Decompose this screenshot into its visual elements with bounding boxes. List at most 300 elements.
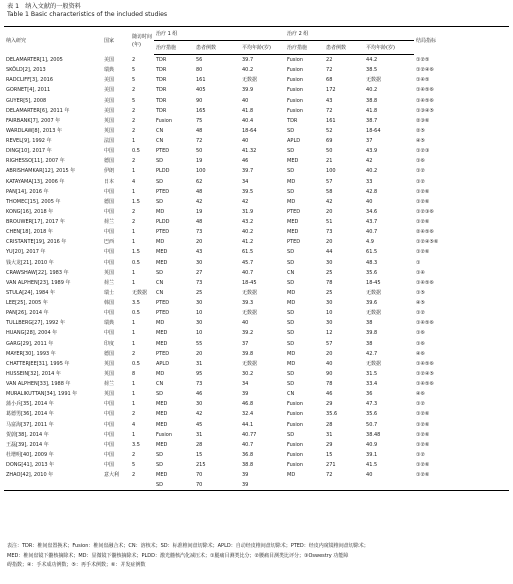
study-cell: SKÖLD[2], 2013	[6, 67, 46, 74]
study-cell: DELAMARTER[1], 2005	[6, 56, 63, 63]
study-cell: PAN[14], 2016 年	[6, 188, 49, 195]
g1-n-cell: 27	[196, 269, 203, 276]
g2-n-cell: 28	[326, 421, 333, 428]
g2-n-cell: 57	[326, 178, 333, 185]
g1-measure-cell: PTED	[156, 188, 170, 195]
study-cell: DELAMARTER[6], 2011 年	[6, 107, 70, 114]
g1-age-cell: 41.2	[242, 239, 254, 246]
g2-n-cell: 69	[326, 138, 333, 145]
g2-measure-cell: SD	[287, 320, 295, 327]
followup-cell: 0.5	[132, 360, 140, 367]
g2-age-cell: 47.3	[366, 401, 378, 408]
g1-measure-cell: SD	[156, 158, 164, 165]
outcome-cell: ①②④⑥	[416, 67, 434, 74]
g1-n-cell: 56	[196, 57, 203, 64]
table-row	[4, 75, 509, 85]
g2-n-cell: 21	[326, 158, 333, 165]
followup-cell: 2	[132, 208, 136, 215]
g2-age-cell: 61.5	[366, 249, 378, 256]
outcome-cell: ①④⑤⑥	[416, 381, 434, 388]
g1-measure-cell: MED	[156, 340, 168, 347]
g2-age-cell: 40.9	[366, 441, 378, 448]
country-cell: 美国	[104, 87, 115, 94]
g1-measure-cell: Fusion	[156, 431, 172, 438]
table-row	[4, 359, 509, 369]
g1-measure-cell: MED	[156, 330, 168, 337]
study-cell: REVEL[9], 1992 年	[6, 138, 52, 145]
g1-measure-cell: CN	[156, 381, 164, 388]
g1-measure-cell: TDR	[156, 97, 167, 104]
country-cell: 英国	[104, 360, 115, 367]
header-group2: 治疗 2 组	[285, 27, 414, 41]
followup-cell: 5	[132, 67, 136, 74]
followup-cell: 2	[132, 127, 136, 134]
g2-age-cell: 38.7	[366, 117, 378, 124]
g1-age-cell: 39.5	[242, 188, 254, 195]
characteristics-table	[4, 26, 509, 491]
g2-age-cell: 31.5	[366, 370, 378, 377]
g1-measure-cell: PLDD	[156, 219, 170, 226]
g2-age-cell: 33	[366, 178, 373, 185]
g2-age-cell: 40	[366, 198, 373, 205]
g1-measure-cell: CN	[156, 127, 164, 134]
g1-n-cell: 161	[196, 77, 206, 84]
table-row	[4, 318, 509, 328]
table-row	[4, 288, 509, 298]
followup-cell: 1	[132, 391, 136, 398]
country-cell: 日本	[104, 178, 115, 185]
g2-n-cell: 30	[326, 300, 333, 307]
country-cell: 伊朗	[104, 168, 115, 175]
table-row	[4, 328, 509, 338]
table-row	[4, 450, 509, 460]
g2-n-cell: 29	[326, 401, 333, 408]
study-cell: HUANG[28], 2004 年	[6, 330, 58, 337]
g1-age-cell: 44.1	[242, 421, 254, 428]
g2-n-cell: 172	[326, 87, 336, 94]
g2-n-cell: 46	[326, 391, 333, 398]
g1-age-cell: 43.2	[242, 219, 254, 226]
g1-n-cell: 75	[196, 117, 203, 124]
g1-age-cell: 30.2	[242, 370, 254, 377]
country-cell: 瑞士	[104, 289, 115, 296]
g2-measure-cell: MD	[287, 178, 296, 185]
outcome-cell: ①②⑥	[416, 198, 430, 205]
g1-n-cell: 73	[196, 381, 203, 388]
g1-n-cell: 62	[196, 178, 203, 185]
g1-age-cell: 40.7	[242, 441, 254, 448]
g1-measure-cell: MED	[156, 259, 168, 266]
g1-measure-cell: MED	[156, 421, 168, 428]
outcome-cell: ①②⑥	[416, 219, 430, 226]
g2-age-cell: 18-64	[366, 127, 381, 134]
g1-age-cell: 46	[242, 158, 249, 165]
study-cell: RIGHESSO[11], 2007 年	[6, 158, 65, 165]
country-cell: 中国	[104, 411, 115, 418]
g2-age-cell: 38.8	[366, 97, 378, 104]
g2-measure-cell: SD	[287, 148, 295, 155]
g2-age-cell: 40.2	[366, 168, 378, 175]
g2-n-cell: 40	[326, 360, 333, 367]
country-cell: 中国	[104, 330, 115, 337]
g2-measure-cell: MD	[287, 350, 296, 357]
g2-age-cell: 36	[366, 391, 373, 398]
country-cell: 美国	[104, 97, 115, 104]
g1-measure-cell: MD	[156, 239, 165, 246]
table-row	[4, 480, 509, 491]
g1-age-cell: 40.77	[242, 431, 257, 438]
g1-age-cell: 38.8	[242, 462, 254, 469]
outcome-cell: ①④⑤⑥	[416, 97, 434, 104]
g2-age-cell: 40.7	[366, 229, 378, 236]
table-row	[4, 126, 509, 136]
table-row	[4, 339, 509, 349]
table-row	[4, 227, 509, 237]
g1-age-cell: 40	[242, 320, 249, 327]
country-cell: 中国	[104, 229, 115, 236]
country-cell: 英国	[104, 127, 115, 134]
table-row	[4, 247, 509, 257]
g2-n-cell: 78	[326, 381, 333, 388]
country-cell: 中国	[104, 310, 115, 317]
g1-measure-cell: SD	[156, 269, 164, 276]
outcome-cell	[414, 480, 509, 491]
header-g2-n: 患者例数	[324, 41, 364, 55]
g2-measure-cell: SD	[287, 340, 295, 347]
table-row	[4, 298, 509, 308]
g1-measure-cell: PTED	[156, 300, 170, 307]
g1-age-cell: 39	[240, 480, 285, 491]
g1-n-cell: 31	[196, 360, 203, 367]
g1-n-cell: 28	[196, 441, 203, 448]
g1-age-cell: 39.7	[242, 57, 254, 64]
g1-age-cell: 39	[242, 472, 249, 479]
g2-measure-cell: SD	[287, 310, 295, 317]
g1-measure-cell: SD	[156, 462, 164, 469]
g2-measure-cell: Fusion	[287, 97, 304, 104]
g2-age-cell: 38	[366, 320, 373, 327]
country-cell: 荷兰	[104, 279, 115, 286]
g2-n-cell: 20	[326, 239, 333, 246]
g1-measure-cell: TDR	[156, 57, 167, 64]
g1-measure-cell: TDR	[156, 107, 167, 114]
table-row	[4, 409, 509, 419]
table-row	[4, 399, 509, 409]
g1-age-cell: 36.8	[242, 451, 254, 458]
outcome-cell: ①②④⑤	[416, 370, 434, 377]
g1-measure-cell: MED	[156, 401, 168, 408]
g1-measure-cell: PLDD	[156, 168, 170, 175]
g2-measure-cell: SD	[287, 188, 295, 195]
g2-measure-cell: Fusion	[287, 411, 304, 418]
g1-age-cell: 18-64	[242, 127, 257, 134]
g2-n-cell: 43	[326, 97, 333, 104]
outcome-cell: ①④⑤⑥	[416, 279, 434, 286]
g2-age-cell: 33.4	[366, 381, 378, 388]
g2-age-cell: 34.6	[366, 208, 378, 215]
g2-n-cell: 30	[326, 320, 333, 327]
g1-measure-cell: Fusion	[156, 117, 172, 124]
country-cell: 瑞典	[104, 67, 115, 74]
followup-cell: 2	[132, 219, 136, 226]
table-row	[4, 349, 509, 359]
table-row	[4, 106, 509, 116]
g1-measure-cell: MD	[156, 208, 165, 215]
g2-n-cell: 78	[326, 279, 333, 286]
country-cell	[102, 480, 130, 491]
country-cell: 印度	[104, 340, 115, 347]
note-line: 碍指数；④：手术成功例数；⑤：再手术例数；⑥：并发症例数	[7, 562, 146, 568]
g2-n-cell: 20	[326, 350, 333, 357]
g1-measure-cell: PTED	[156, 229, 170, 236]
study-cell: HUSSEIN[32], 2014 年	[6, 370, 61, 377]
g1-n-cell: 72	[196, 138, 203, 145]
note-line: 表注：TDR：椎间盘置换术；Fusion：椎间盘融合术；CN：溶核术；SD：标准椎间盘切除术；APLD：自动经皮椎间盘切除术；PTED：经皮内窥镜椎间盘切除术；	[7, 543, 369, 549]
followup-cell: 3.5	[132, 441, 140, 448]
followup-cell: 1	[132, 269, 136, 276]
g1-age-cell: 41.32	[242, 148, 257, 155]
g1-n-cell: 70	[194, 480, 240, 491]
g1-age-cell: 39.9	[242, 87, 254, 94]
table-row	[4, 268, 509, 278]
g2-n-cell: 35.6	[326, 411, 338, 418]
g1-n-cell: 20	[196, 350, 203, 357]
study-cell: WARDLAW[8], 2013 年	[6, 127, 62, 134]
followup-cell	[130, 480, 154, 491]
country-cell: 德国	[104, 350, 115, 357]
g1-n-cell: 31	[196, 431, 203, 438]
g2-measure-cell: MD	[287, 300, 296, 307]
table-row	[4, 470, 509, 480]
g1-n-cell: 100	[196, 168, 206, 175]
g2-age-cell: 35.6	[366, 411, 378, 418]
country-cell: 法国	[104, 138, 115, 145]
study-cell: MURALIKUTTAN[34], 1991 年	[6, 391, 78, 398]
study-cell: KATAYAMA[13], 2006 年	[6, 178, 65, 185]
g1-measure-cell: SD	[156, 198, 164, 205]
g1-age-cell: 41.8	[242, 107, 254, 114]
g1-n-cell: 50	[196, 148, 203, 155]
g2-n-cell: 20	[326, 208, 333, 215]
g2-n-cell: 29	[326, 441, 333, 448]
g1-age-cell: 40.7	[242, 269, 254, 276]
g2-age-cell: 48.3	[366, 259, 378, 266]
g2-age-cell	[364, 480, 414, 491]
country-cell: 瑞典	[104, 320, 115, 327]
g2-n-cell: 57	[326, 340, 333, 347]
g1-measure-cell: MED	[156, 441, 168, 448]
g1-n-cell: 19	[196, 158, 203, 165]
outcome-cell: ①④⑤⑥	[416, 87, 434, 94]
note-line: MED：椎间盘镜下髓核摘除术；MD：显微镜下髓核摘除术；PLDD：激光髓核汽化减压术；①腿痛目测类比分；②腰痛目测类比评分；③Oswestry 功能障	[7, 552, 349, 559]
g2-age-cell: 39.6	[366, 300, 378, 307]
g1-age-cell: 40.4	[242, 117, 254, 124]
g2-n-cell: 12	[326, 330, 333, 337]
g2-age-cell: 40	[366, 472, 373, 479]
country-cell: 荷兰	[104, 219, 115, 226]
g2-age-cell: 41.8	[366, 107, 378, 114]
g2-age-cell: 42	[366, 158, 373, 165]
study-cell: GORNET[4], 2011	[6, 87, 51, 94]
g1-age-cell: 无数据	[242, 310, 258, 317]
table-row	[4, 278, 509, 288]
table-notes	[7, 542, 507, 571]
g1-n-cell: 215	[196, 462, 206, 469]
followup-cell: 5	[132, 97, 136, 104]
table-row	[4, 308, 509, 318]
g1-age-cell: 39.3	[242, 300, 254, 307]
outcome-cell: ①②⑥	[416, 188, 430, 195]
g2-age-cell: 39.1	[366, 451, 378, 458]
study-cell: RADCLIFF[3], 2016	[6, 77, 54, 84]
g2-age-cell: 38	[366, 340, 373, 347]
g1-measure-cell: CN	[156, 279, 164, 286]
outcome-cell: ①②⑥	[416, 411, 430, 418]
table-caption	[7, 3, 167, 20]
g2-n-cell: 52	[326, 127, 333, 134]
outcome-cell: ①②⑤	[416, 56, 430, 63]
g2-measure-cell: MD	[287, 198, 296, 205]
g2-n-cell: 68	[326, 77, 333, 84]
study-cell: CHEN[18], 2018 年	[6, 229, 53, 236]
country-cell: 中国	[104, 259, 115, 266]
g1-age-cell: 无数据	[242, 77, 258, 84]
g2-measure-cell: Fusion	[287, 441, 304, 448]
study-cell: DING[10], 2017 年	[6, 148, 52, 155]
g1-n-cell: 30	[196, 300, 203, 307]
g1-measure-cell: SD	[154, 480, 194, 491]
country-cell: 英国	[104, 117, 115, 124]
g2-measure-cell: MD	[287, 472, 296, 479]
outcome-cell: ①②	[416, 401, 425, 408]
outcome-cell: ①⑤	[416, 289, 425, 296]
outcome-cell: ①④	[416, 269, 425, 276]
study-cell: ZHAO[42], 2010 年	[6, 472, 54, 479]
table-row	[4, 166, 509, 176]
g2-n-cell: 100	[326, 168, 336, 175]
g2-age-cell: 38.48	[366, 431, 381, 438]
study-cell: GARG[29], 2011 年	[6, 340, 54, 347]
header-followup: 随访时间(年)	[130, 27, 154, 55]
g2-measure-cell: Fusion	[287, 462, 304, 469]
followup-cell: 4	[132, 178, 136, 185]
followup-cell: 1	[132, 320, 136, 327]
followup-cell: 2	[132, 158, 136, 165]
g2-measure-cell: Fusion	[287, 401, 304, 408]
country-cell: 美国	[104, 77, 115, 84]
study-cell	[4, 480, 102, 491]
g2-measure-cell: SD	[287, 370, 295, 377]
study-cell: CRISTANTE[19], 2016 年	[6, 239, 67, 246]
outcome-cell: ①④⑤⑥	[416, 360, 434, 367]
g1-measure-cell: APLD	[156, 360, 170, 367]
g2-n-cell: 72	[326, 67, 333, 74]
g1-measure-cell: MED	[156, 472, 168, 479]
followup-cell: 1	[132, 330, 136, 337]
g2-n-cell: 161	[326, 117, 336, 124]
g1-measure-cell: MD	[156, 370, 165, 377]
country-cell: 中国	[104, 441, 115, 448]
table-row	[4, 379, 509, 389]
outcome-cell: ④⑥	[416, 391, 425, 398]
g1-age-cell: 无数据	[242, 360, 258, 367]
g2-age-cell: 39.8	[366, 330, 378, 337]
study-cell: 贺蔚[38], 2014 年	[6, 431, 49, 438]
g1-measure-cell: SD	[156, 451, 164, 458]
g1-age-cell: 39.8	[242, 350, 254, 357]
g2-n-cell: 72	[326, 107, 333, 114]
g1-age-cell: 32.4	[242, 411, 254, 418]
g2-n-cell: 90	[326, 370, 333, 377]
study-cell: 蒲小兵[35], 2014 年	[6, 401, 54, 408]
g2-measure-cell: SD	[287, 249, 295, 256]
g2-measure-cell: CN	[287, 269, 295, 276]
outcome-cell: ①②⑥	[416, 462, 430, 469]
g1-n-cell: 30	[196, 259, 203, 266]
g1-n-cell: 30	[196, 320, 203, 327]
g2-measure-cell: SD	[287, 431, 295, 438]
g1-n-cell: 95	[196, 370, 203, 377]
followup-cell: 1	[132, 340, 136, 347]
followup-cell: 1	[132, 401, 136, 408]
outcome-cell: ①④⑤	[416, 77, 430, 84]
header-group1: 治疗 1 组	[154, 27, 285, 41]
country-cell: 中国	[104, 451, 115, 458]
g2-age-cell: 43.9	[366, 148, 378, 155]
g2-age-cell: 18-45	[366, 279, 381, 286]
followup-cell: 1	[132, 381, 136, 388]
g2-n-cell: 44	[326, 249, 333, 256]
study-cell: 王磊[39], 2014 年	[6, 441, 49, 448]
g1-measure-cell: SD	[156, 178, 164, 185]
table-row	[4, 369, 509, 379]
g2-age-cell: 42.8	[366, 188, 378, 195]
country-cell: 英国	[104, 269, 115, 276]
g2-measure-cell: Fusion	[287, 77, 304, 84]
g1-n-cell: 90	[196, 97, 203, 104]
g1-measure-cell: PTED	[156, 310, 170, 317]
g1-measure-cell: CN	[156, 138, 164, 145]
outcome-cell: ①②⑥	[416, 441, 430, 448]
g2-n-cell: 50	[326, 148, 333, 155]
table-row	[4, 389, 509, 399]
study-cell: 钱大龙[21], 2010 年	[6, 259, 54, 266]
country-cell: 英国	[104, 370, 115, 377]
header-country: 国家	[102, 27, 130, 55]
g2-age-cell: 38.5	[366, 67, 378, 74]
followup-cell: 3.5	[132, 300, 140, 307]
followup-cell: 1	[132, 431, 136, 438]
g2-age-cell: 无数据	[366, 77, 382, 84]
g2-n-cell: 15	[326, 451, 333, 458]
outcome-cell: ①⑥	[416, 330, 425, 337]
table-row	[4, 197, 509, 207]
country-cell: 中国	[104, 249, 115, 256]
g2-measure-cell: SD	[287, 168, 295, 175]
followup-cell: 1	[132, 229, 136, 236]
g2-age-cell: 43.7	[366, 219, 378, 226]
g1-n-cell: 48	[196, 127, 203, 134]
g2-age-cell: 50.7	[366, 421, 378, 428]
study-cell: ABRISHAMKAR[12], 2015 年	[6, 168, 76, 175]
outcome-cell: ①②	[416, 178, 425, 185]
g2-age-cell: 35.6	[366, 269, 378, 276]
g1-age-cell: 39.7	[242, 168, 254, 175]
g2-measure-cell: SD	[287, 279, 295, 286]
followup-cell: 1	[132, 239, 136, 246]
g1-n-cell: 42	[196, 411, 203, 418]
g1-age-cell: 46.8	[242, 401, 254, 408]
